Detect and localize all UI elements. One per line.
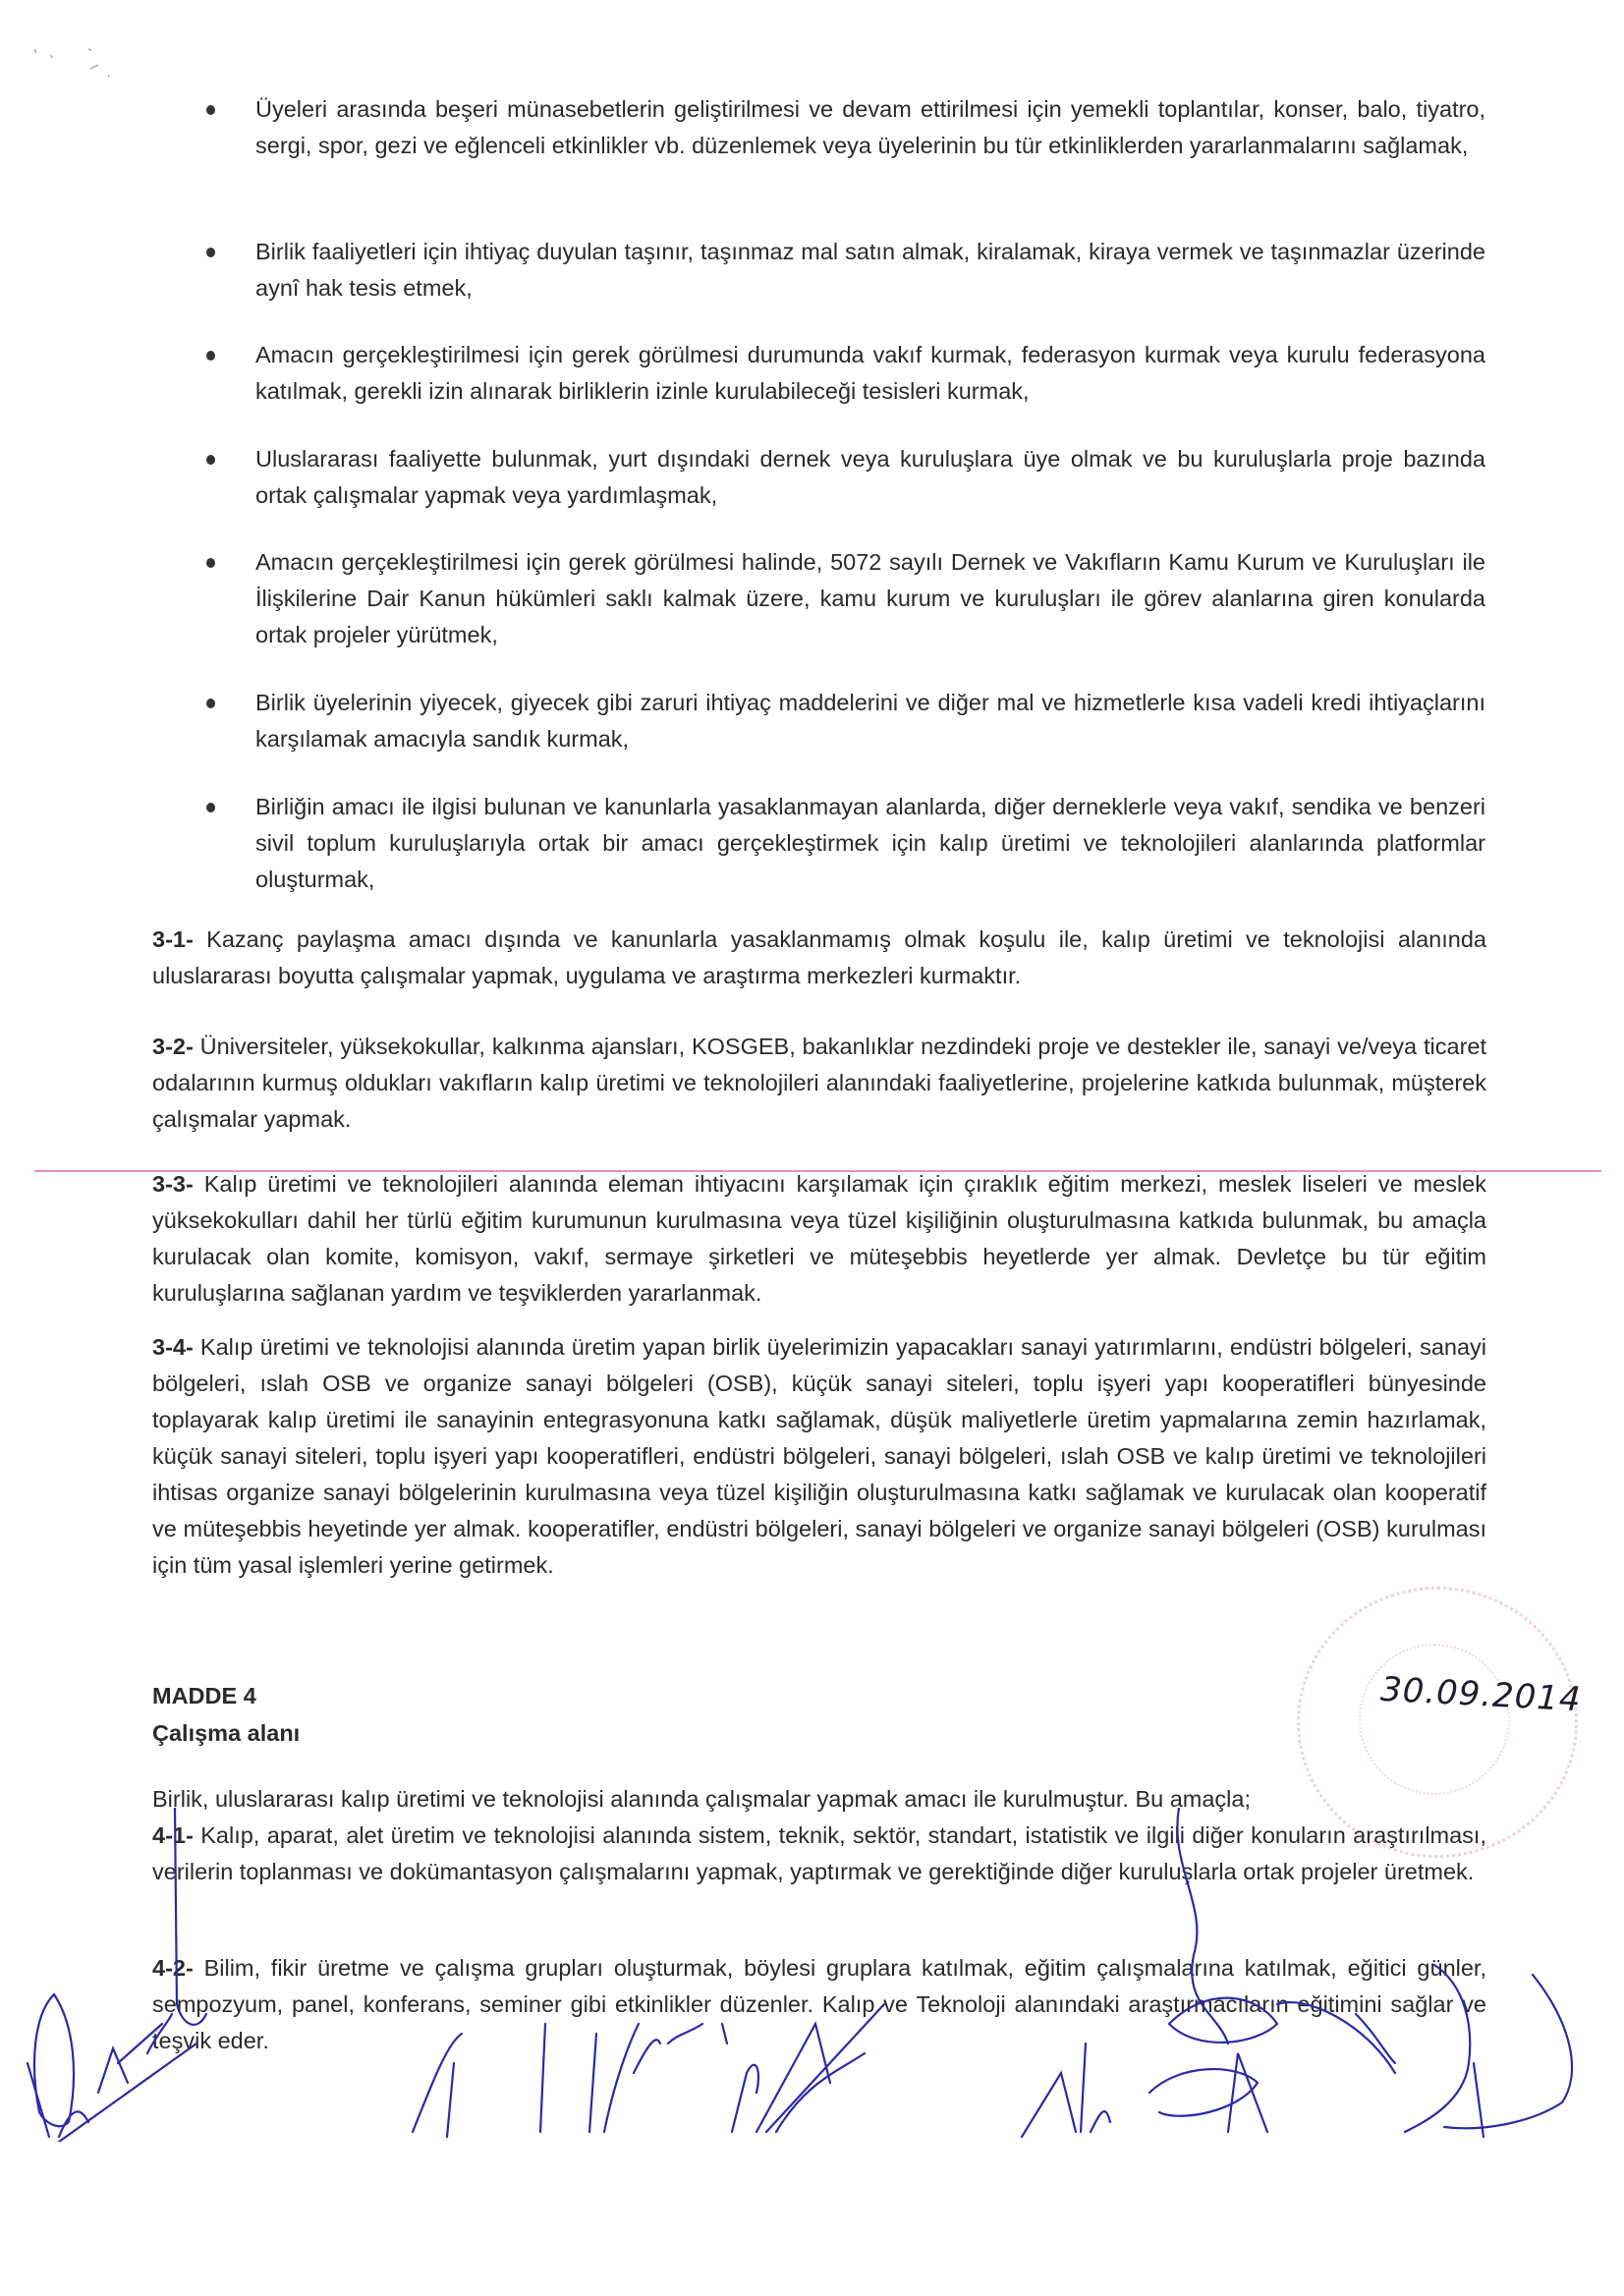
list-item-text: Birlik faaliyetleri için ihtiyaç duyulan taşınır, taşınmaz mal satın almak, kiralamak, kiraya vermek ve taşınmazlar üzerinde aynî hak tesis etmek, [255, 239, 1485, 301]
paragraph-3-1 [152, 922, 1486, 994]
signatures [0, 1808, 1624, 2142]
signature-3 [413, 2024, 727, 2137]
clause-number: 4-1- [152, 1822, 194, 1848]
paragraph-3-4 [152, 1329, 1486, 1584]
list-item-text: Uluslararası faaliyette bulunmak, yurt dışındaki dernek veya kuruluşlara üye olmak ve bu kuruluşlarla proje bazında ortak çalışmalar yapmak veya yardımlaşmak, [255, 446, 1485, 508]
clause-number: 3-3- [152, 1171, 194, 1197]
clause-text: Üniversiteler, yüksekokullar, kalkınma ajansları, KOSGEB, bakanlıklar nezdindeki proje ve destekler ile, sanayi ve/veya ticaret odalarının kurmuş oldukları vakıfların kalıp üretimi ve teknolojileri alanındaki faaliyetlerine, projelerine katkıda bulunmak, müşterek çalışmalar yapmak. [152, 1034, 1486, 1132]
clause-text: Kalıp üretimi ve teknolojisi alanında üretim yapan birlik üyelerimizin yapacakları sanayi yatırımlarını, endüstri bölgeleri, sanayi bölgeleri, ıslah OSB ve organize sanayi bölgeleri (OSB), küçük sanayi siteleri, toplu işyeri yapı kooperatifleri bünyesinde toplayarak kalıp üretimi ile sanayinin entegrasyonuna katkı sağlamak, düşük maliyetlerle üretim yapmalarına zemin hazırlamak, küçük sanayi siteleri, toplu işyeri yapı kooperatifleri, endüstri bölgeleri, sanayi bölgeleri, ıslah OSB ve kalıp üretimi ve teknolojileri ihtisas organize sanayi bölgelerinin kurulmasına veya tüzel kişiliğin oluşturulmasına katkı sağlamak ve kurulacak olan kooperatif ve müteşebbis heyetinde yer almak. kooperatifler, endüstri bölgeleri, sanayi bölgeleri ve organize sanayi bölgeleri (OSB) kurulması için tüm yasal işlemleri yerine getirmek. [152, 1334, 1486, 1578]
list-item [206, 337, 1485, 410]
clause-text: Kazanç paylaşma amacı dışında ve kanunlarla yasaklanmamış olmak koşulu ile, kalıp üretimi ve teknolojisi alanında uluslararası boyutta çalışmalar yapmak, uygulama ve araştırma merkezleri kurmaktır. [152, 926, 1486, 988]
bullet-icon [206, 105, 215, 115]
clause-number: 3-1- [152, 926, 194, 952]
list-item-text: Birlik üyelerinin yiyecek, giyecek gibi zaruri ihtiyaç maddelerini ve diğer mal ve hizmetlerle kısa vadeli kredi ihtiyaçlarını karşılamak amacıyla sandık kurmak, [255, 690, 1485, 752]
list-item-text: Üyeleri arasında beşeri münasebetlerin geliştirilmesi ve devam ettirilmesi için yemekli toplantılar, konser, balo, tiyatro, sergi, spor, gezi ve eğlenceli etkinlikler vb. düzenlemek veya üyelerinin bu tür etkinliklerden yararlanmalarını sağlamak, [255, 96, 1485, 158]
handwritten-date: 30.09.2014 [1379, 1669, 1583, 1720]
paragraph-3-3 [152, 1166, 1486, 1312]
bullet-icon [206, 699, 215, 708]
clause-number: 3-2- [152, 1034, 194, 1059]
article-intro: Birlik, uluslararası kalıp üretimi ve teknolojisi alanında çalışmalar yapmak amacı ile kurulmuştur. Bu amaçla; [152, 1786, 1252, 1812]
bullet-icon [206, 351, 215, 361]
bullet-icon [206, 558, 215, 568]
list-item-text: Birliğin amacı ile ilgisi bulunan ve kanunlarla yasaklanmayan alanlarda, diğer derneklerle veya vakıf, sendika ve benzeri sivil toplum kuruluşlarıyla ortak bir amacı gerçekleştirmek için kalıp üretimi ve teknolojileri alanlarında platformlar oluşturmak, [255, 794, 1485, 892]
list-item [206, 441, 1485, 514]
list-item [206, 544, 1485, 653]
clause-number: 3-4- [152, 1334, 194, 1360]
list-item [206, 234, 1485, 307]
signature-5 [1022, 2044, 1110, 2137]
bullet-icon [206, 803, 215, 812]
clause-text: Kalıp, aparat, alet üretim ve teknolojisi alanında sistem, teknik, sektör, standart, istatistik ve ilgili diğer konuların araştırılması, verilerin toplanması ve dokümantasyon çalışmalarını yapmak, yaptırmak ve gerektiğinde diğer kuruluşlarla ortak projeler üretmek. [152, 1822, 1486, 1884]
bullet-icon [206, 455, 215, 465]
paragraph-3-2 [152, 1029, 1486, 1138]
signature-6 [1149, 1808, 1395, 2132]
signature-7 [1405, 1965, 1572, 2137]
list-item [206, 685, 1485, 757]
list-item [206, 789, 1485, 898]
signature-1 [28, 1994, 196, 2142]
article-subtitle: Çalışma alanı [152, 1720, 301, 1746]
list-item-text: Amacın gerçekleştirilmesi için gerek görülmesi halinde, 5072 sayılı Dernek ve Vakıfların Kamu Kurum ve Kuruluşları ile İlişkilerine Dair Kanun hükümleri saklı kalmak üzere, kamu kurum ve kuruluşları ile görev alanlarına giren konularda ortak projeler yürütmek, [255, 549, 1485, 647]
bullet-icon [206, 248, 215, 257]
signature-2 [175, 1808, 206, 2025]
clause-text: Bilim, fikir üretme ve çalışma grupları oluşturmak, böylesi gruplara katılmak, eğitim çalışmalarına katılmak, eğitici günler, sempozyum, panel, konferans, seminer gibi etkinlikler düzenler. Kalıp ve Teknoloji alanındaki araştırmacıların eğitimini sağlar ve teşvik eder. [152, 1955, 1486, 2053]
clause-number: 4-2- [152, 1955, 194, 1981]
clause-text: Kalıp üretimi ve teknolojileri alanında eleman ihtiyacını karşılamak için çıraklık eğitim merkezi, meslek liseleri ve meslek yüksekokulları dahil her türlü eğitim kurumunun kurulmasına veya tüzel kişiliğinin oluşturulmasına katkıda bulunmak, bu amaçla kurulacak olan komite, komisyon, vakıf, sermaye şirketleri ve müteşebbis heyetlerde yer almak. Devletçe bu tür eğitim kuruluşlarına sağlanan yardım ve teşviklerden yararlanmak. [152, 1171, 1486, 1306]
article-title: MADDE 4 [152, 1683, 256, 1708]
list-item-text: Amacın gerçekleştirilmesi için gerek görülmesi durumunda vakıf kurmak, federasyon kurmak veya kurulu federasyona katılmak, gerekli izin alınarak birliklerin izinle kurulabileceği tesisleri kurmak, [255, 342, 1485, 404]
signature-4 [732, 2004, 884, 2132]
list-item [206, 91, 1485, 164]
scan-artifact [29, 39, 157, 79]
